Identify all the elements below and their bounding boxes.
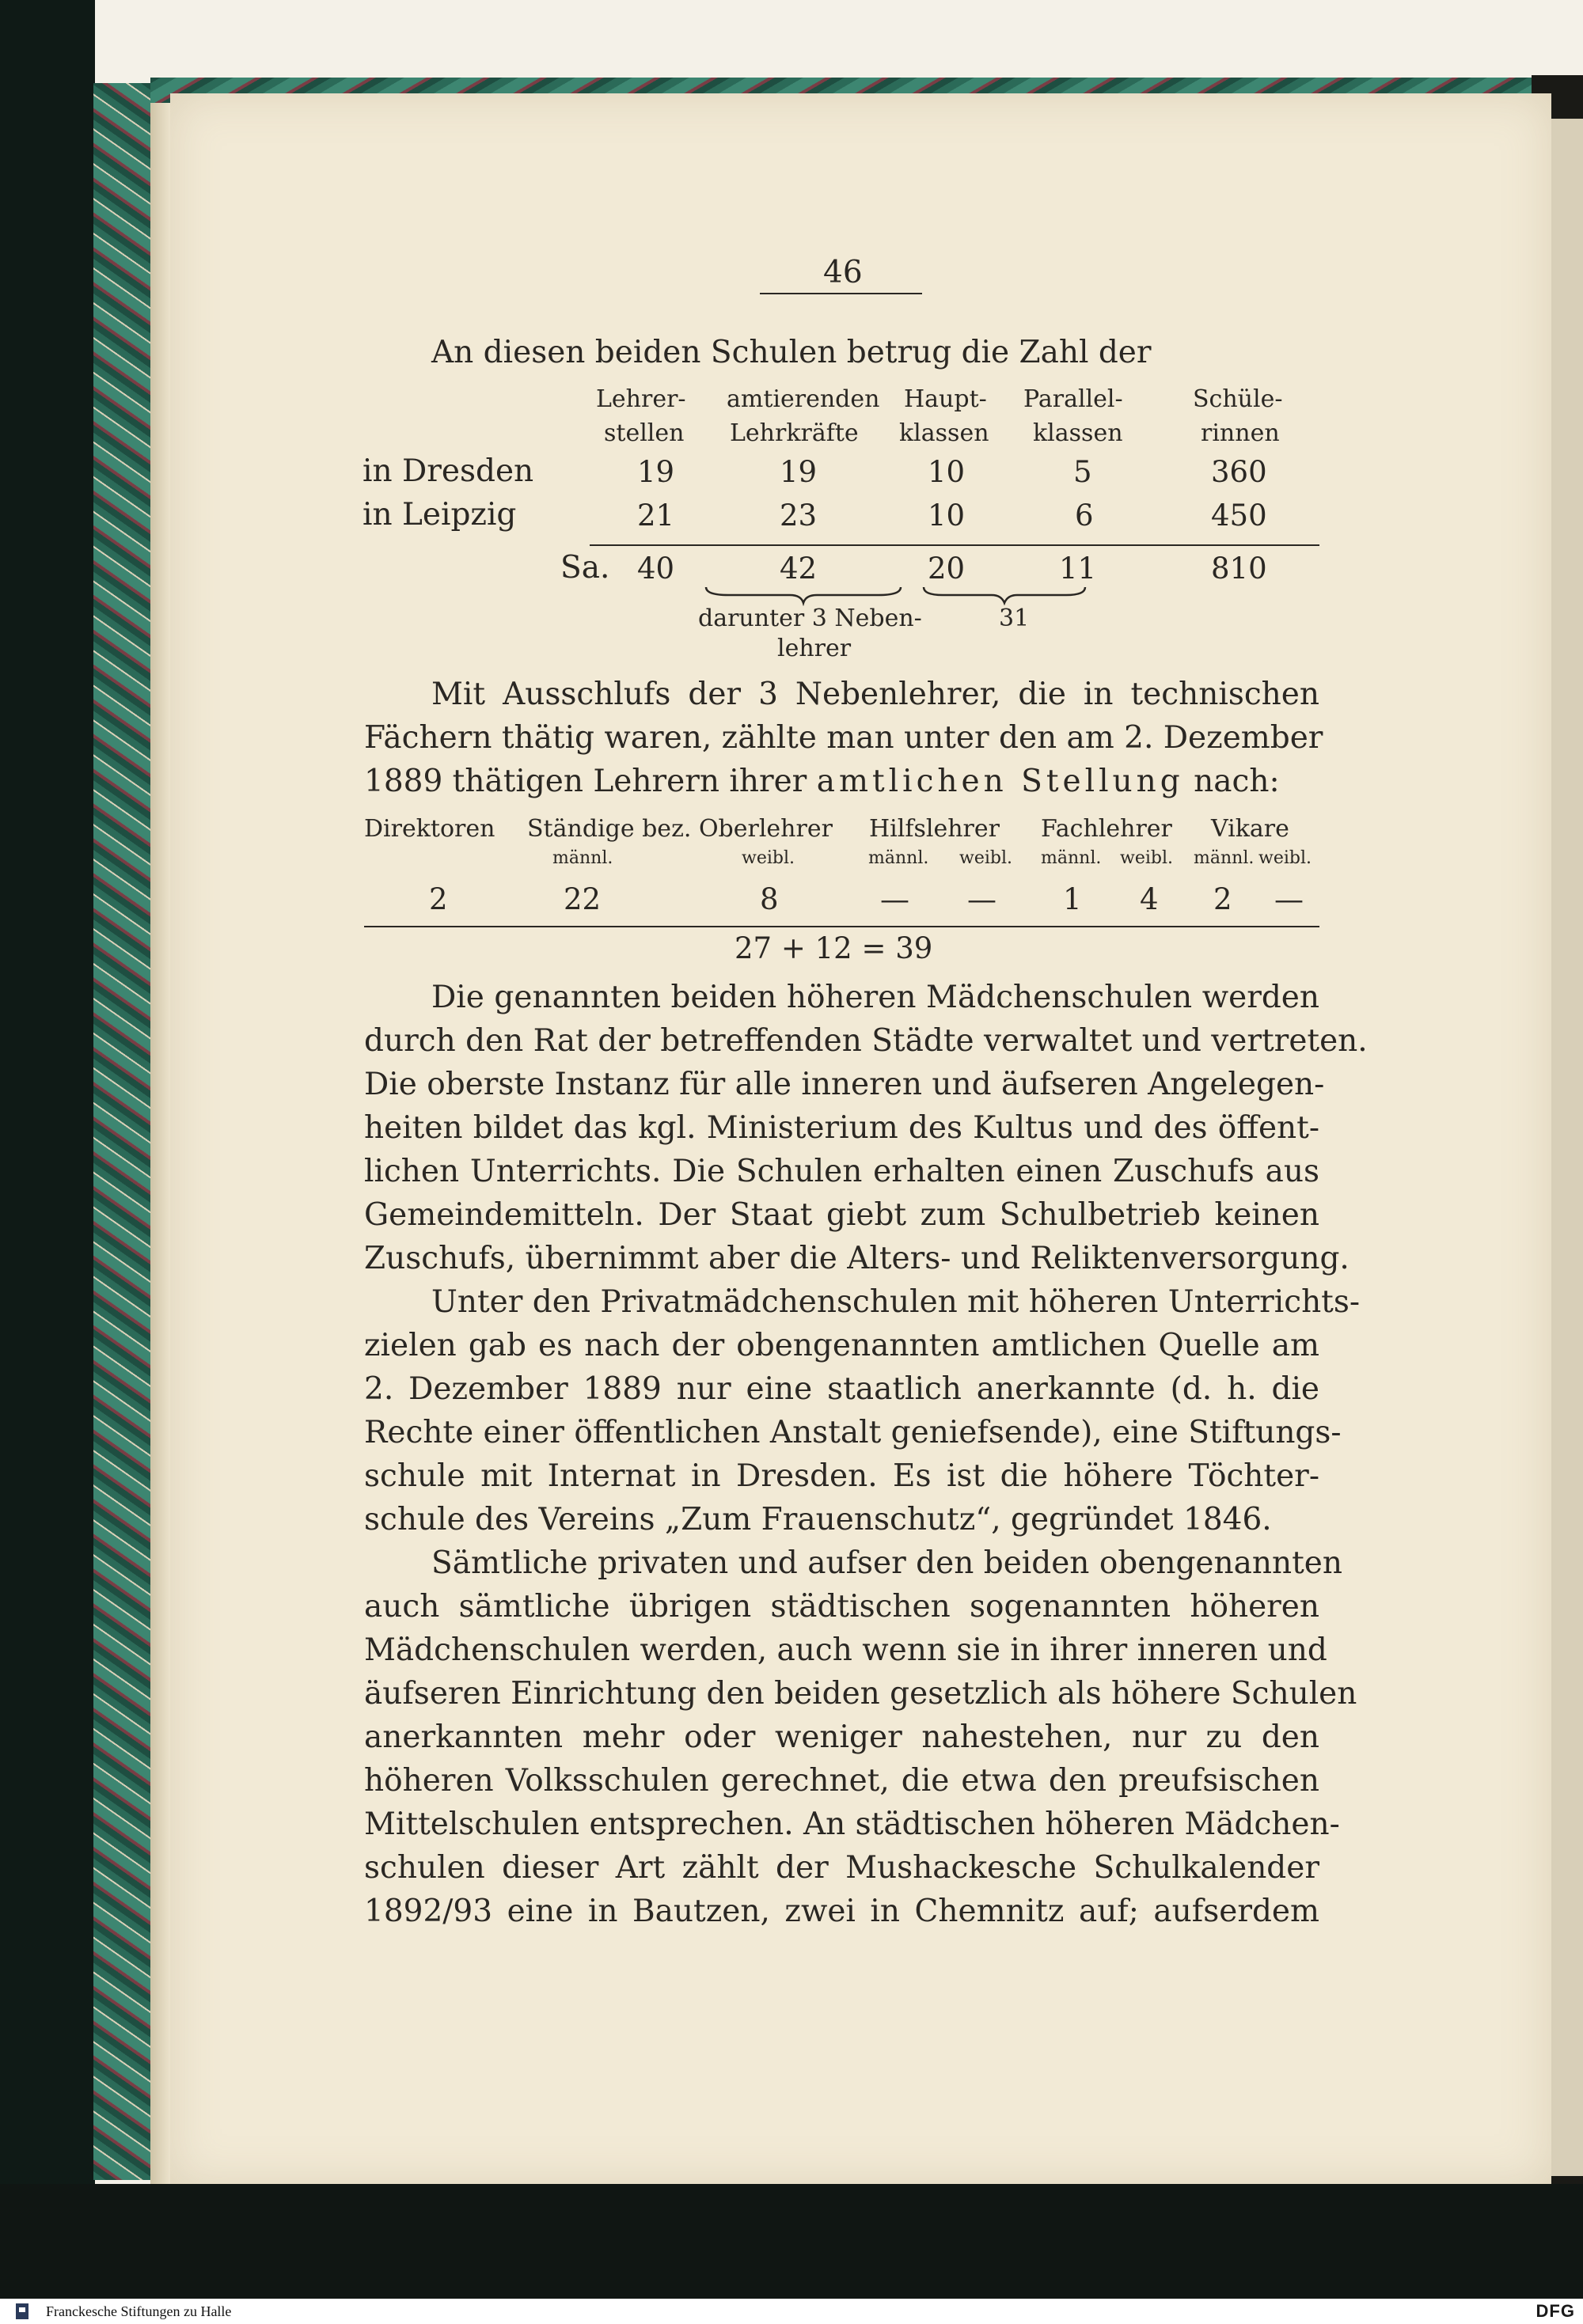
table2-cell: 4 [1140, 882, 1159, 916]
table2-total: 27 + 12 = 39 [735, 931, 933, 965]
table2-subheader: männl. [1194, 848, 1255, 868]
table2-subheader: männl. [552, 848, 613, 868]
paragraph-3-line: Rechte einer öffentlichen Anstalt geniefsende), eine Stiftungs- [364, 1415, 1342, 1450]
table2-sum-rule [364, 926, 1319, 927]
paragraph-1-line: Mit Ausschlufs der 3 Nebenlehrer, die in technischen [431, 677, 1319, 712]
table2-header: Vikare [1211, 815, 1289, 843]
paragraph-2-line: heiten bildet das kgl. Ministerium des Kultus und des öffent- [364, 1110, 1319, 1146]
paragraph-2-line: lichen Unterrichts. Die Schulen erhalten einen Zuschufs aus [364, 1154, 1319, 1189]
table1-cell: 10 [928, 455, 966, 489]
table1-note-left-2: lehrer [777, 635, 852, 662]
table1-sum-cell: 810 [1211, 552, 1267, 586]
table1-header-line2: klassen [1033, 419, 1123, 447]
table1-row-label: in Dresden [363, 453, 534, 489]
paragraph-2-line: durch den Rat der betreffenden Städte verwaltet und vertreten. [364, 1023, 1368, 1059]
paragraph-1-line: Fächern thätig waren, zählte man unter den am 2. Dezember [364, 720, 1323, 756]
table2-cell: 22 [564, 882, 602, 916]
paragraph-4-line: 1892/93 eine in Bautzen, zwei in Chemnitz auf; aufserdem [364, 1894, 1319, 1929]
table1-sum-cell: 40 [637, 552, 675, 586]
paragraph-4-line: höheren Volksschulen gerechnet, die etwa den preufsischen [364, 1763, 1319, 1799]
paragraph-2-line: Die genannten beiden höheren Mädchenschulen werden [431, 980, 1319, 1015]
table1-sum-label: Sa. [560, 550, 610, 586]
paragraph-3-line: zielen gab es nach der obengenannten amtlichen Quelle am [364, 1328, 1319, 1363]
table1-sum-rule [590, 544, 1319, 546]
table1-sum-cell: 42 [780, 552, 818, 586]
table1-header-line1: Schüle- [1193, 385, 1283, 413]
table1-header-line1: Haupt- [904, 385, 987, 413]
table2-header: Ständige bez. Oberlehrer [527, 815, 833, 843]
footer-brand-logo: DFG [1536, 2301, 1575, 2321]
table2-header: Hilfslehrer [869, 815, 1000, 843]
table1-header-line1: Lehrer- [596, 385, 686, 413]
paragraph-4-line: Sämtliche privaten und aufser den beiden obengenannten [431, 1545, 1342, 1581]
table1-header-line1: Parallel- [1023, 385, 1123, 413]
table1-cell: 450 [1211, 499, 1267, 533]
table1-note-right: 31 [999, 605, 1030, 632]
emphasis-spaced: amtlichen Stellung [816, 764, 1184, 799]
table1-right-brace [922, 584, 1088, 606]
paragraph-2-line: Gemeindemitteln. Der Staat giebt zum Schulbetrieb keinen [364, 1197, 1319, 1233]
table1-header-line2: Lehrkräfte [730, 419, 859, 447]
table2-cell: — [880, 882, 909, 916]
paragraph-4-line: Mädchenschulen werden, auch wenn sie in ihrer inneren und [364, 1632, 1327, 1668]
table2-subheader: weibl. [742, 848, 795, 868]
table2-subheader: weibl. [1258, 848, 1312, 868]
paragraph-3-line: schule mit Internat in Dresden. Es ist die höhere Töchter- [364, 1458, 1319, 1494]
table2-subheader: männl. [1041, 848, 1102, 868]
table1-sum-cell: 11 [1059, 552, 1097, 586]
table1-cell: 19 [780, 455, 818, 489]
paragraph-4-line: schulen dieser Art zählt der Mushackesche Schulkalender [364, 1850, 1319, 1886]
table1-cell: 21 [637, 499, 675, 533]
institution-logo-icon [5, 2301, 40, 2322]
paragraph-3-line: Unter den Privatmädchenschulen mit höheren Unterrichts- [431, 1284, 1361, 1320]
table1-sum-cell: 20 [928, 552, 966, 586]
table2-subheader: weibl. [959, 848, 1012, 868]
viewer-footer [0, 2299, 1583, 2324]
paragraph-2-line: Die oberste Instanz für alle inneren und äufseren Angelegen- [364, 1067, 1325, 1102]
paragraph-3-line: 2. Dezember 1889 nur eine staatlich anerkannte (d. h. die [364, 1371, 1319, 1407]
table2-cell: — [967, 882, 996, 916]
table1-cell: 10 [928, 499, 966, 533]
scan-background-left [0, 0, 95, 2279]
paragraph-4-line: auch sämtliche übrigen städtischen sogenannten höheren [364, 1589, 1319, 1625]
table1-cell: 5 [1073, 455, 1092, 489]
page-number: 46 [823, 255, 863, 290]
table1-row-label: in Leipzig [363, 497, 517, 533]
table2-cell: 8 [760, 882, 779, 916]
table1-header-line2: stellen [604, 419, 685, 447]
footer-institution: Franckesche Stiftungen zu Halle [46, 2303, 232, 2319]
table1-header-line2: klassen [899, 419, 989, 447]
table2-cell: 2 [429, 882, 448, 916]
table1-cell: 360 [1211, 455, 1267, 489]
paragraph-4-line: äufseren Einrichtung den beiden gesetzlich als höhere Schulen [364, 1676, 1357, 1712]
table2-subheader: männl. [868, 848, 929, 868]
table1-cell: 6 [1075, 499, 1094, 533]
paragraph-3-line: schule des Vereins „Zum Frauenschutz“, gegründet 1846. [364, 1502, 1272, 1537]
table2-subheader: weibl. [1120, 848, 1173, 868]
paragraph-4-line: Mittelschulen entsprechen. An städtischen höheren Mädchen- [364, 1807, 1340, 1842]
table1-header-line1: amtierenden [727, 385, 880, 413]
table1-header-line2: rinnen [1201, 419, 1280, 447]
table1-cell: 19 [637, 455, 675, 489]
table1-cell: 23 [780, 499, 818, 533]
table2-cell: 1 [1063, 882, 1082, 916]
header-rule [760, 293, 922, 294]
table2-cell: 2 [1213, 882, 1232, 916]
intro-line: An diesen beiden Schulen betrug die Zahl der [431, 335, 1152, 370]
table1-note-left: darunter 3 Neben- [698, 605, 922, 632]
marbled-book-cover [93, 83, 150, 2180]
table2-header: Fachlehrer [1041, 815, 1172, 843]
paragraph-4-line: anerkannten mehr oder weniger nahestehen, nur zu den [364, 1719, 1319, 1755]
paragraph-1-line-start: 1889 thätigen Lehrern ihrer amtlichen Stellung nach: [364, 764, 1280, 799]
table2-cell: — [1274, 882, 1304, 916]
table2-header: Direktoren [364, 815, 495, 843]
table1-left-brace [704, 584, 902, 606]
paragraph-2-line: Zuschufs, übernimmt aber die Alters- und Reliktenversorgung. [364, 1241, 1350, 1276]
